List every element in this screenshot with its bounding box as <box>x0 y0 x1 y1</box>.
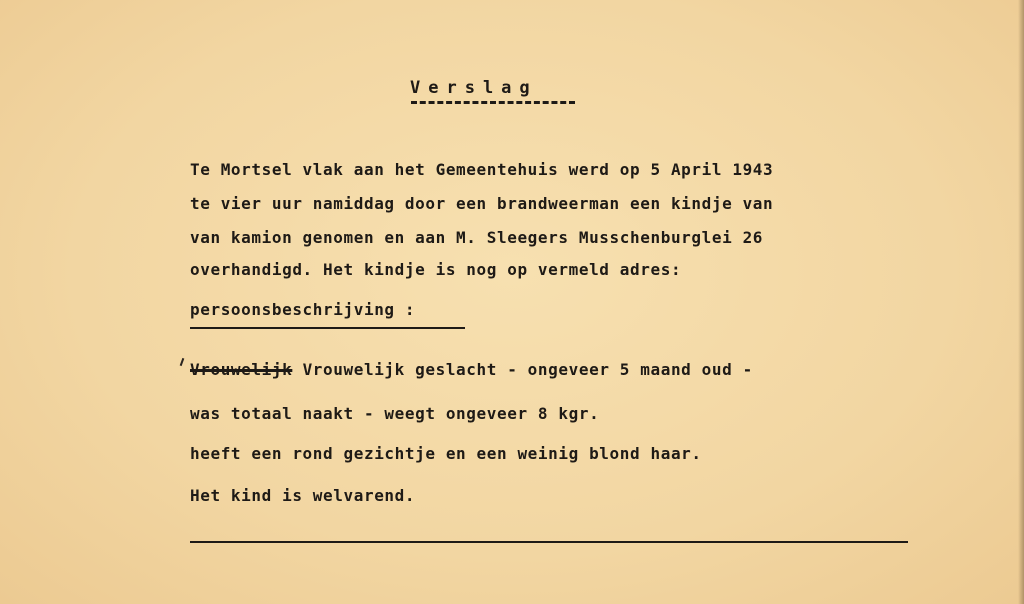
margin-mark <box>180 358 185 366</box>
text-line-4: overhandigd. Het kindje is nog op vermeld adres: <box>190 260 682 279</box>
text-line-3: van kamion genomen en aan M. Sleegers Musschenburglei 26 <box>190 228 764 247</box>
description-line-2: was totaal naakt - weegt ongeveer 8 kgr. <box>190 404 600 423</box>
text-line-1: Te Mortsel vlak aan het Gemeentehuis werd op 5 April 1943 <box>190 160 774 179</box>
struck-word: Vrouwelijk <box>190 360 293 379</box>
description-line-1 <box>190 360 753 379</box>
title-underline <box>411 101 575 104</box>
description-text-1: Vrouwelijk geslacht - ongeveer 5 maand oud - <box>302 360 753 379</box>
closing-rule <box>190 541 908 543</box>
page-edge <box>1018 0 1024 604</box>
document-title: Verslag <box>410 78 538 98</box>
description-line-4: Het kind is welvarend. <box>190 486 416 505</box>
section-heading: persoonsbeschrijving : <box>190 300 416 319</box>
description-line-3: heeft een rond gezichtje en een weinig blond haar. <box>190 444 702 463</box>
text-line-2: te vier uur namiddag door een brandweerman een kindje van <box>190 194 774 213</box>
heading-underline <box>190 327 465 329</box>
